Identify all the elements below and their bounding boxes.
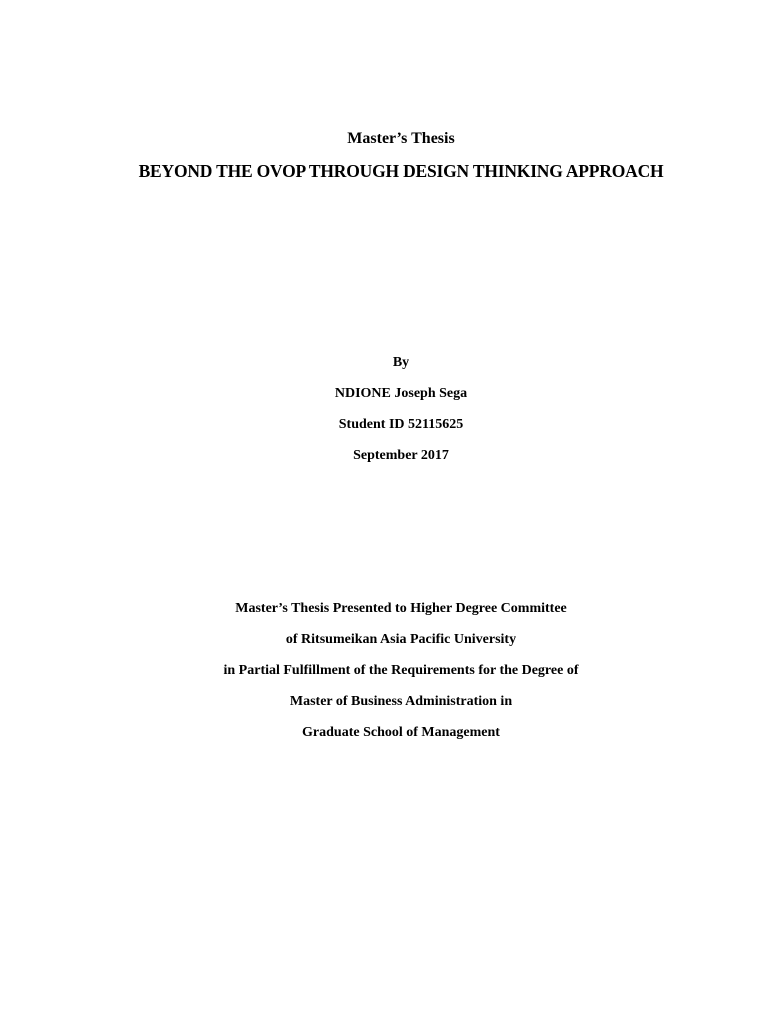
statement-line-5: Graduate School of Management (302, 725, 500, 740)
submission-date: September 2017 (353, 448, 449, 463)
by-label: By (392, 355, 410, 370)
student-id: Student ID 52115625 (338, 417, 464, 432)
statement-line-1: Master’s Thesis Presented to Higher Degree Committee (235, 601, 567, 616)
statement-line-4: Master of Business Administration in (289, 694, 513, 709)
author-name: NDIONE Joseph Sega (334, 386, 468, 401)
thesis-type-heading: Master’s Thesis (347, 130, 455, 147)
statement-line-2: of Ritsumeikan Asia Pacific University (285, 632, 517, 647)
statement-line-3: in Partial Fulfillment of the Requirements for the Degree of (223, 663, 579, 678)
thesis-title: BEYOND THE OVOP THROUGH DESIGN THINKING APPROACH (138, 161, 664, 181)
